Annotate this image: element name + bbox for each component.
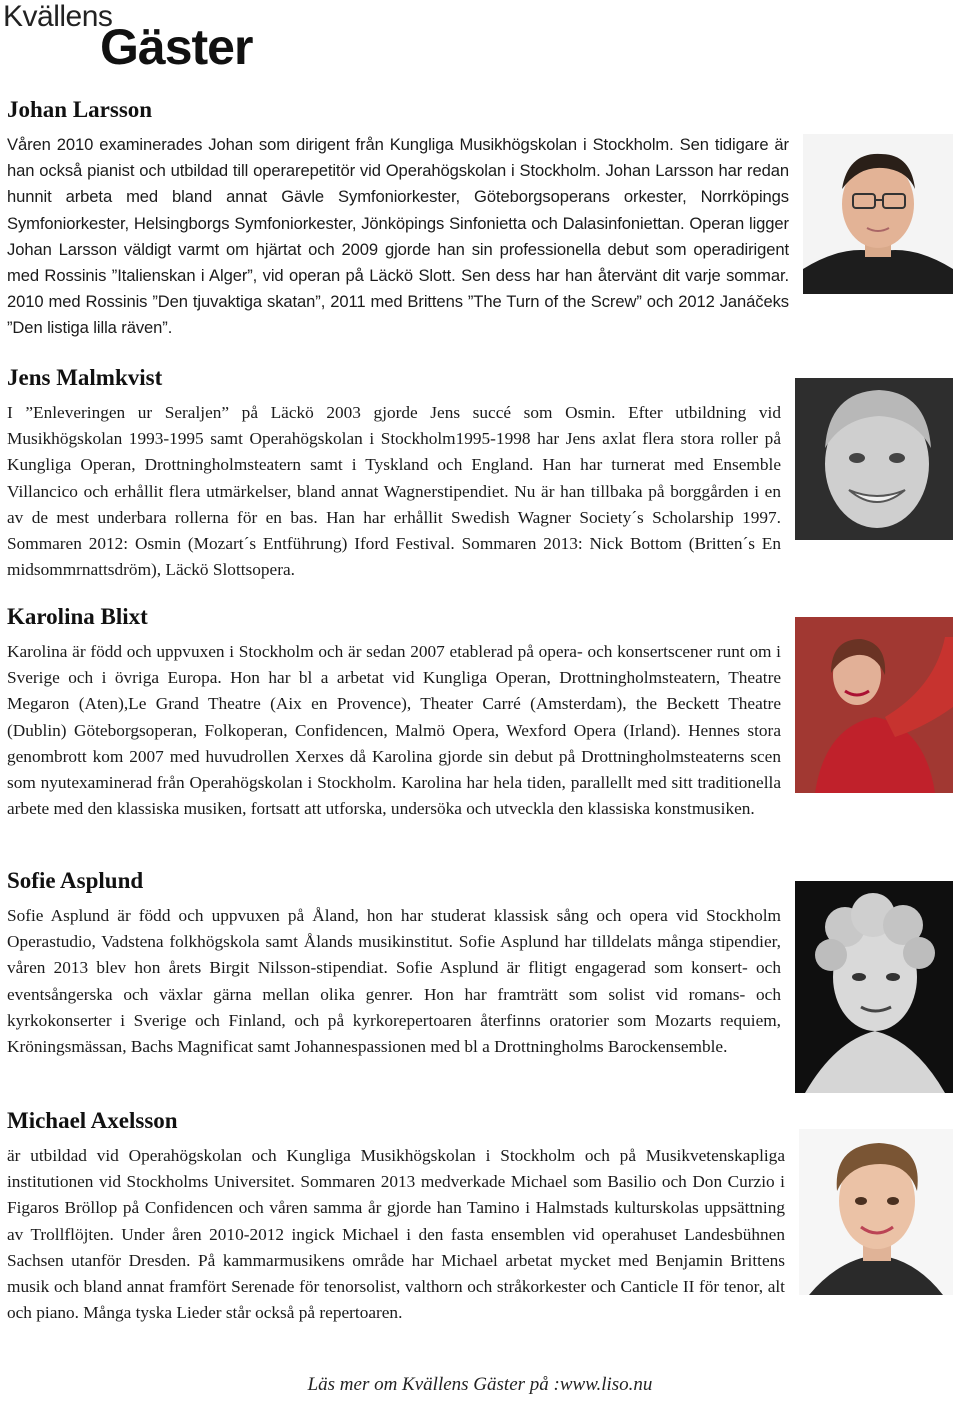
guest-bio: Karolina är född och uppvuxen i Stockholm och är sedan 2007 etablerad på opera- och konsertscener runt om i Sverige och i övriga Europa. Hon har bl a arbetat vid Kungliga Operan, Drottningholmsteatern, Theatre Megaron (Aten),Le Grand Theatre (Aix en Provence), Theater Carré (Amsterdam), the Beckett Theatre (Dublin) Göteborgsoperan, Folkoperan, Confidencen, Malmö Opera, Wexford Opera (Irland). Hennes stora genombrott kom 2007 med huvudrollen Xerxes då Karolina gjorde sin debut på Drottningholmsteaterns scen som nyutexaminerad från Operahögskolan i Stockholm. Karolina har hela tiden, parallellt med sitt traditionella arbete med den klassiska musiken, fortsatt att utforska, undersöka och utveckla den klassiska konstmusiken. — [7, 642, 781, 819]
guest-section-jens-malmkvist — [7, 364, 953, 583]
header-kicker: Kvällens — [3, 0, 113, 33]
guest-section-karolina-blixt — [7, 603, 953, 822]
portrait-woman-red-dress-photo — [795, 617, 953, 793]
guest-name: Sofie Asplund — [7, 868, 144, 893]
portrait-man-glasses-photo — [803, 134, 953, 294]
portrait-man-smiling-photo — [795, 378, 953, 540]
guest-bio: Sofie Asplund är född och uppvuxen på Åland, hon har studerat klassisk sång och opera vid Stockholm Operastudio, Vadstena folkhögskola samt Ålands musikinstitut. Sofie Asplund har tilldelats många stipendier, våren 2013 blev hon årets Birgit Nilsson-stipendiat. Sofie Asplund är flitigt engagerad som konsert- och eventsångerska och växlar gärna mellan olika genrer. Hon har framträtt som solist vid romans- och kyrkokonserter i Sverige och Finland, och på kyrkorepertoaren återfinns oratorier som Mozarts requiem, Kröningsmässan, Bachs Magnificat samt Johannespassionen med bl a Drottningholms Barockensemble. — [7, 906, 781, 1057]
footer-link-text: Läs mer om Kvällens Gäster på :www.liso.nu — [307, 1374, 653, 1395]
guest-name: Johan Larsson — [7, 97, 153, 122]
guest-section-michael-axelsson — [7, 1107, 953, 1326]
guest-name: Jens Malmkvist — [7, 365, 163, 390]
page-title: Gäster — [100, 19, 253, 75]
guest-name: Michael Axelsson — [7, 1108, 178, 1133]
page-header — [0, 0, 960, 92]
portrait-woman-curly-hair-photo — [795, 881, 953, 1093]
guest-section-johan-larsson — [7, 96, 953, 342]
guest-section-sofie-asplund — [7, 867, 953, 1097]
guest-bio: Våren 2010 examinerades Johan som dirigent från Kungliga Musikhögskolan i Stockholm. Sen tidigare är han också pianist och utbildad till operarepetitör vid Operahögskolan i Stockholm. Johan Larsson har redan hunnit arbeta med bland annat Gävle Symfoniorkester, Göteborgsoperans orkester, Norrköpings Symfoniorkester, Helsingborgs Symfoniorkester, Jönköpings Sinfonietta och Dalasinfoniettan. Operan ligger Johan Larsson väldigt varmt om hjärtat och 2009 gjorde han sin professionella debut som operadirigent med Rossinis ”Italienskan i Alger”, vid operan på Läckö Slott. Sen dess har han återvänt dit varje sommar. 2010 med Rossinis ”Den tjuvaktiga skatan”, 2011 med Brittens ”The Turn of the Screw” och 2012 Janáčeks ”Den listiga lilla räven”. — [7, 135, 789, 338]
portrait-young-man-photo — [799, 1129, 953, 1295]
guest-bio: är utbildad vid Operahögskolan och Kungliga Musikhögskolan i Stockholm och på Musikvetenskapliga institutionen vid Stockholms Universitet. Sommaren 2013 medverkade Michael som Basilio och Don Curzio i Figaros Bröllop på Confidencen och våren samma år gjorde han Tamino i Halmstads kulturskolas uppsättning av Trollflöjten. Under åren 2010-2012 ingick Michael i den fasta ensemblen vid operahuset Landesbühnen Sachsen utanför Dresden. På kammarmusikens område har Michael arbetat mycket med Benjamin Brittens musik och bland annat framfört Serenade för tenorsolist, valthorn och stråkorkester och Canticle II för tenor, alt och piano. Många tyska Lieder står också på repertoaren. — [7, 1146, 785, 1323]
guest-bio: I ”Enleveringen ur Seraljen” på Läckö 2003 gjorde Jens succé som Osmin. Efter utbildning vid Musikhögskolan 1993-1995 samt Operahögskolan i Stockholm1995-1998 har Jens axlat flera stora roller på Kungliga Operan, Drottningholmsteatern samt i Tyskland och England. Han har turnerat med Ensemble Villancico och erhållit flera utmärkelser, bland annat Wagnerstipendiet. Nu är han tillbaka på borggården i en av de mest underbara rollerna för en bas. Han har erhållit Swedish Wagner Society´s Scholarship 1997. Sommaren 2012: Osmin (Mozart´s Entführung) Iford Festival. Sommaren 2013: Nick Bottom (Britten´s En midsommrnattsdröm), Läckö Slottsopera. — [7, 403, 781, 580]
guest-name: Karolina Blixt — [7, 604, 148, 629]
